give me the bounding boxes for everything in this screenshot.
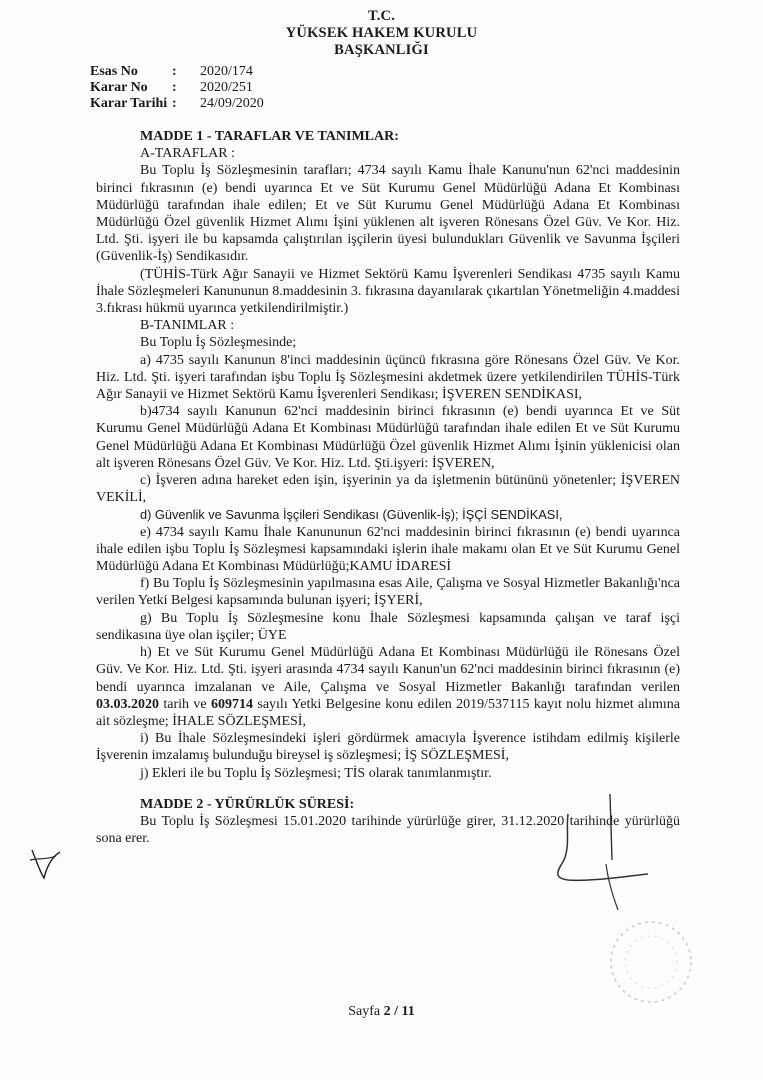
item-h-date: 03.03.2020 xyxy=(96,696,159,712)
definition-item-i: i) Bu İhale Sözleşmesindeki işleri gördürmek amacıyla İşverence istihdam edilmiş kişilerle İşverenin imzalamış bulunduğu bireysel iş sözleşmesi; İŞ SÖZLEŞMESİ, xyxy=(96,731,680,764)
section-b-title: B-TANIMLAR : xyxy=(140,318,235,334)
definition-item-j: j) Ekleri ile bu Toplu İş Sözleşmesi; TİS olarak tanımlanmıştır. xyxy=(140,765,492,781)
definition-item-e: e) 4734 sayılı Kamu İhale Kanununun 62'nci maddesinin birinci fıkrasının (e) bendi uyarınca ihale edilen işbu Toplu İş Sözleşmesi kapsamındaki işlerin ihale makamı olan Et ve Süt Kurumu Genel Müdürlüğü Adana Et Kombinası Müdürlüğü;KAMU İDARESİ xyxy=(96,524,680,575)
page-number-prefix: Sayfa xyxy=(348,1004,384,1019)
definition-item-a: a) 4735 sayılı Kanunun 8'inci maddesinin üçüncü fıkrasına göre Rönesans Özel Güv. Ve Kor. Hiz. Ltd. Şti. işyeri tarafından işbu Toplu İş Sözleşmesini akdetmek üzere yetkilendirilen TÜHİS-Türk Ağır Sanayii ve Hizmet Sektörü Kamu İşverenleri Sendikası; İŞVEREN SENDİKASI, xyxy=(96,352,680,403)
header-line-presidency: BAŞKANLIĞI xyxy=(334,42,429,58)
article-2-title: MADDE 2 - YÜRÜRLÜK SÜRESİ: xyxy=(140,796,355,812)
item-h-text-end: sayılı Yetki Belgesine konu edilen 2019/537115 kayıt nolu hizmet alımına ait sözleşme; İHALE SÖZLEŞMESİ, xyxy=(96,696,681,729)
meta-value: 24/09/2020 xyxy=(200,96,264,111)
meta-label: Karar Tarihi xyxy=(90,96,168,111)
meta-label: Karar No xyxy=(90,80,148,95)
definition-item-d: d) Güvenlik ve Savunma İşçileri Sendikası (Güvenlik-İş); İŞÇİ SENDİKASI, xyxy=(140,507,563,523)
section-b-intro: Bu Toplu İş Sözleşmesinde; xyxy=(140,335,297,351)
definition-item-c: c) İşveren adına hareket eden işin, işyerinin ya da işletmenin bütününü yönetenler; İŞVEREN VEKİLİ, xyxy=(96,473,680,506)
page-footer xyxy=(0,1004,763,1020)
definition-item-g: g) Bu Toplu İş Sözleşmesine konu İhale Sözleşmesi kapsamında çalışan ve taraf işçi sendikasına üye olan işçiler; ÜYE xyxy=(96,610,680,643)
item-h-text-mid: tarih ve xyxy=(159,696,211,712)
section-a-title: A-TARAFLAR : xyxy=(140,146,235,162)
meta-row-esas xyxy=(90,64,264,80)
section-a-paragraph-2: (TÜHİS-Türk Ağır Sanayii ve Hizmet Sektörü Kamu İşverenleri Sendikası 4735 sayılı Kamu İhale Sözleşmeleri Kanununun 8.maddesinin 3. fıkrasına dayanılarak çıkartılan Yönetmeliğin 4.maddesi 3.fıkrası hükmü uyarınca yetkilendirilmiştir.) xyxy=(96,266,680,317)
header-line-tc: T.C. xyxy=(367,8,396,24)
meta-sep: : xyxy=(172,64,177,79)
meta-value: 2020/251 xyxy=(200,80,253,95)
document-header xyxy=(0,8,763,59)
article-1-title: MADDE 1 - TARAFLAR VE TANIMLAR: xyxy=(140,129,399,144)
margin-handwritten-mark xyxy=(26,846,66,882)
item-h-number: 609714 xyxy=(211,696,253,712)
meta-label: Esas No xyxy=(90,64,138,79)
meta-row-tarih xyxy=(90,96,264,112)
item-h-text-start: h) Et ve Süt Kurumu Genel Müdürlüğü Adana Et Kombinası Müdürlüğü ile Rönesans Özel Güv. Ve Kor. Hiz. Ltd. Şti. işyeri arasında 4734 sayılı Kanun'un 62'nci maddesinin birinci fıkrasının (e) bendi uyarınca imzalanan ve Aile, Çalışma ve Sosyal Hizmetler Bakanlığı tarafından verilen xyxy=(96,645,680,695)
meta-row-karar xyxy=(90,80,264,96)
definition-item-h xyxy=(96,644,680,730)
section-a-paragraph-1: Bu Toplu İş Sözleşmesinin tarafları; 4734 sayılı Kamu İhale Kanunu'nun 62'nci maddesinin birinci fıkrasının (e) bendi uyarınca Et ve Süt Kurumu Genel Müdürlüğü Adana Et Kombinası Müdürlüğü tarafından ihale edilen; Et ve Süt Kurumu Genel Müdürlüğü Adana Et Kombinası Müdürlüğü Özel güvenlik Hizmet Alımı İşini yüklenen alt işveren Rönesans Özel Güv. Ve Kor. Hiz. Ltd. Şti. işyeri ile bu kapsamda çalıştırılan işçilerin üyesi bulundukları Güvenlik ve Savunma İşçileri (Güvenlik-İş) Sendikasıdır. xyxy=(96,163,680,265)
page-number: 2 / 11 xyxy=(383,1004,415,1019)
document-body xyxy=(96,128,680,847)
definition-item-f: f) Bu Toplu İş Sözleşmesinin yapılmasına esas Aile, Çalışma ve Sosyal Hizmetler Bakanlığı'nca verilen Yetki Belgesi kapsamında bulunan işyeri; İŞYERİ, xyxy=(96,576,680,609)
definition-item-b: b)4734 sayılı Kanunun 62'nci maddesinin birinci fıkrasının (e) bendi uyarınca Et ve Süt Kurumu Genel Müdürlüğü Adana Et Kombinası Müdürlüğü tarafından ihale edilen Et ve Süt Kurumu Genel Müdürlüğü Adana Et Kombinası Müdürlüğü Özel güvenlik Hizmet Alımı İşinin yüklenicisi olan alt işveren Rönesans Özel Güv. Ve Kor. Hiz. Ltd. Şti.işyeri: İŞVEREN, xyxy=(96,404,680,471)
header-line-court: YÜKSEK HAKEM KURULU xyxy=(285,25,478,41)
faded-stamp-seal xyxy=(596,912,706,1012)
case-meta xyxy=(90,64,264,112)
meta-sep: : xyxy=(172,80,177,95)
meta-sep: : xyxy=(172,96,177,111)
article-2-paragraph: Bu Toplu İş Sözleşmesi 15.01.2020 tarihinde yürürlüğe girer, 31.12.2020 tarihinde yürürlüğü sona erer. xyxy=(96,813,680,847)
meta-value: 2020/174 xyxy=(200,64,253,79)
